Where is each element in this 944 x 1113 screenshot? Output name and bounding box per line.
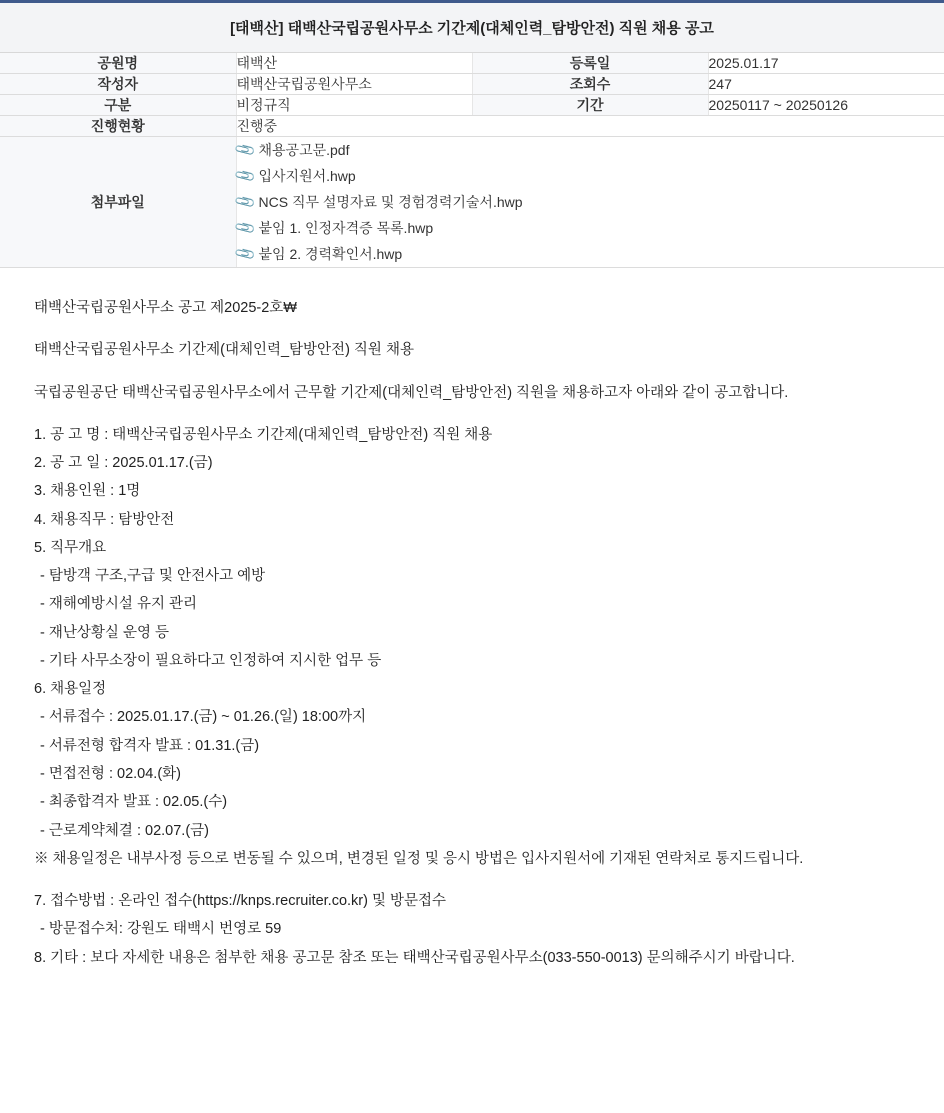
- author-value: 태백산국립공원사무소: [236, 74, 472, 95]
- body-spacer: [34, 407, 910, 421]
- body-line: 3. 채용인원 : 1명: [34, 483, 141, 500]
- body-line: ※ 채용일정은 내부사정 등으로 변동될 수 있으며, 변경된 일정 및 응시 방법은 입사지원서에 기재된 연락처로 통지드립니다.: [34, 850, 804, 867]
- author-label: 작성자: [0, 74, 236, 95]
- list-item[interactable]: [232, 189, 944, 215]
- body-spacer: [34, 873, 910, 887]
- table-row: [0, 53, 944, 74]
- category-label: 구분: [0, 95, 236, 116]
- body-line: - 면접전형 : 02.04.(화): [36, 765, 181, 782]
- paperclip-icon: 📎: [232, 241, 257, 265]
- notice-title-row: [0, 3, 944, 53]
- views-label: 조회수: [472, 74, 708, 95]
- paperclip-icon: 📎: [232, 137, 257, 161]
- body-line: - 탐방객 구조,구급 및 안전사고 예방: [36, 568, 266, 585]
- body-line: - 서류접수 : 2025.01.17.(금) ~ 01.26.(일) 18:00까지: [36, 709, 367, 726]
- body-line: 6. 채용일정: [34, 681, 107, 698]
- body-line: - 최종합격자 발표 : 02.05.(수): [36, 794, 228, 811]
- body-line: - 재해예방시설 유지 관리: [36, 596, 198, 613]
- attachments-list: [232, 137, 944, 268]
- body-line: - 서류전형 합격자 발표 : 01.31.(금): [36, 737, 260, 754]
- reg-date-label: 등록일: [472, 53, 708, 74]
- attachment-name[interactable]: 붙임 1. 인정자격증 목록.hwp: [258, 220, 434, 236]
- body-spacer: [34, 322, 910, 336]
- paperclip-icon: 📎: [232, 215, 257, 239]
- category-value: 비정규직: [236, 95, 472, 116]
- status-label: 진행현황: [0, 116, 236, 137]
- attachment-name[interactable]: NCS 직무 설명자료 및 경험경력기술서.hwp: [258, 194, 523, 210]
- park-name-value: 태백산: [236, 53, 472, 74]
- body-line: - 근로계약체결 : 02.07.(금): [36, 822, 209, 839]
- attachments-label: 첨부파일: [0, 137, 236, 268]
- list-item[interactable]: [232, 215, 944, 241]
- attachment-name[interactable]: 채용공고문.pdf: [258, 142, 350, 158]
- body-spacer: [34, 365, 910, 379]
- page-title: [태백산] 태백산국립공원사무소 기간제(대체인력_탐방안전) 직원 채용 공고: [0, 3, 944, 53]
- body-line: - 재난상황실 운영 등: [36, 624, 170, 641]
- status-badge: 진행중: [236, 116, 944, 137]
- views-value: 247: [708, 74, 944, 95]
- table-row: [0, 95, 944, 116]
- notice-body: [0, 268, 944, 1002]
- attachment-name[interactable]: 입사지원서.hwp: [258, 168, 356, 184]
- attachment-name[interactable]: 붙임 2. 경력확인서.hwp: [258, 246, 403, 262]
- period-label: 기간: [472, 95, 708, 116]
- list-item[interactable]: [232, 137, 944, 163]
- body-line: - 방문접수처: 강원도 태백시 번영로 59: [36, 921, 282, 938]
- table-row: [0, 116, 944, 137]
- body-line: 국립공원공단 태백산국립공원사무소에서 근무할 기간제(대체인력_탐방안전) 직원을 채용하고자 아래와 같이 공고합니다.: [34, 384, 789, 401]
- park-name-label: 공원명: [0, 53, 236, 74]
- paperclip-icon: 📎: [232, 163, 257, 187]
- body-line: 2. 공 고 일 : 2025.01.17.(금): [34, 455, 213, 472]
- body-line: - 기타 사무소장이 필요하다고 인정하여 지시한 업무 등: [36, 652, 382, 669]
- body-line: 태백산국립공원사무소 공고 제2025-2호₩: [34, 300, 297, 316]
- table-row: [0, 74, 944, 95]
- body-line: 5. 직무개요: [34, 539, 107, 556]
- paperclip-icon: 📎: [232, 189, 257, 213]
- body-line: 7. 접수방법 : 온라인 접수(https://knps.recruiter.co.kr) 및 방문접수: [34, 893, 447, 910]
- reg-date-value: 2025.01.17: [708, 53, 944, 74]
- notice-info-table: [0, 3, 944, 268]
- body-line: 태백산국립공원사무소 기간제(대체인력_탐방안전) 직원 채용: [34, 342, 414, 359]
- period-value: 20250117 ~ 20250126: [708, 95, 944, 116]
- body-line: 1. 공 고 명 : 태백산국립공원사무소 기간제(대체인력_탐방안전) 직원 채용: [34, 426, 493, 443]
- list-item[interactable]: [232, 241, 944, 267]
- body-line: 8. 기타 : 보다 자세한 내용은 첨부한 채용 공고문 참조 또는 태백산국립공원사무소(033-550-0013) 문의해주시기 바랍니다.: [34, 949, 795, 966]
- body-line: 4. 채용직무 : 탐방안전: [34, 511, 175, 528]
- attachments-row: [0, 137, 944, 268]
- list-item[interactable]: [232, 163, 944, 189]
